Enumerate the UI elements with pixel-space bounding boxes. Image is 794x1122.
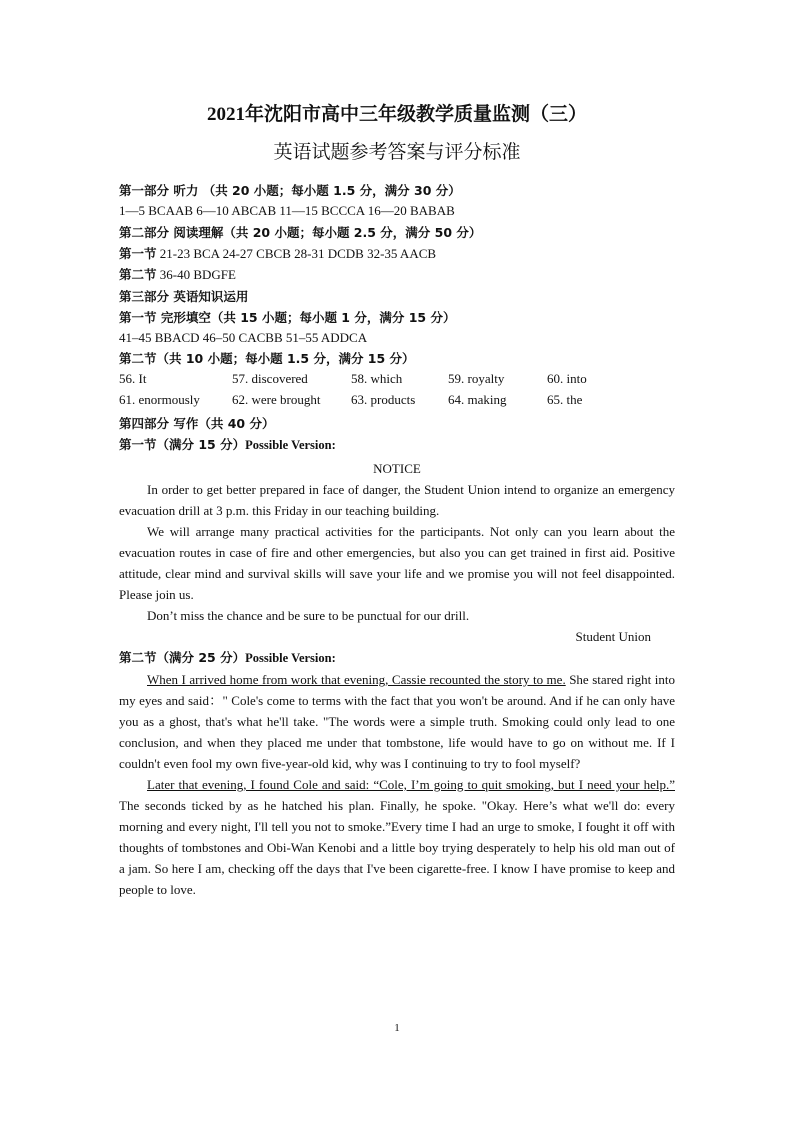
grammar-answer: 64. making: [448, 391, 507, 407]
page-title: 2021年沈阳市高中三年级教学质量监测（三）: [206, 104, 587, 125]
part4-section2-heading-cn: 第二节（满分 25 分）: [119, 650, 246, 665]
story-paragraph: [119, 669, 675, 774]
story-opening-sentence: When I arrived home from work that evening, Cassie recounted the story to me.: [147, 672, 566, 687]
grammar-row: [119, 369, 675, 390]
part4-section1-heading-en: Possible Version:: [245, 438, 336, 452]
grammar-answer: 61. enormously: [119, 391, 200, 407]
part4-section1-heading-cn: 第一节（满分 15 分）: [119, 437, 246, 452]
grammar-answer: 60. into: [547, 371, 587, 386]
grammar-answer: 56. It: [119, 371, 147, 386]
grammar-answer: 59. royalty: [448, 371, 505, 386]
story-text: The seconds ticked by as he hatched his plan. Finally, he spoke. "Okay. Here’s what we'll do: every morning and every night, I'll tell you not to smoke.”Every time I had an urge to smoke, I fought it off with thoughts of tombstones and Obi-Wan Kenobi and a little boy trying desperately to help his old man out of a jam. So here I am, checking off the days that I've been cigarette-free. I know I have promise to keep and people to love.: [119, 798, 675, 897]
part3-section1-answers: 41–45 BBACD 46–50 CACBB 51–55 ADDCA: [119, 329, 368, 345]
part2-section1: [119, 243, 675, 265]
part2-section2-label: 第二节: [119, 267, 157, 282]
grammar-answer: 63. products: [351, 391, 416, 407]
grammar-answer: 65. the: [547, 391, 583, 407]
story-opening-sentence: Later that evening, I found Cole and said: “Cole, I’m going to quit smoking, but I need your help.”: [147, 777, 675, 792]
part3-heading: 第三部分 英语知识运用: [119, 288, 249, 304]
part1-heading: 第一部分 听力 （共 20 小题；每小题 1.5 分，满分 30 分）: [119, 183, 461, 198]
part4-section2-heading-en: Possible Version:: [245, 651, 336, 665]
part3-section1-heading: 第一节 完形填空（共 15 小题；每小题 1 分，满分 15 分）: [119, 309, 456, 325]
part2-section1-answers: 21-23 BCA 24-27 CBCB 28-31 DCDB 32-35 AACB: [156, 245, 437, 261]
page-subtitle: 英语试题参考答案与评分标准: [273, 142, 521, 163]
notice-paragraph: Don’t miss the chance and be sure to be punctual for our drill.: [147, 608, 470, 623]
grammar-row: [119, 390, 675, 411]
grammar-answer: 62. were brought: [232, 391, 321, 407]
grammar-answer: 58. which: [351, 371, 403, 386]
part4-heading: 第四部分 写作（共 40 分）: [119, 416, 275, 431]
part4-section1-heading: [119, 434, 675, 456]
grammar-answer: 57. discovered: [232, 371, 308, 386]
answer-sheet: [119, 100, 675, 900]
part2-section1-label: 第一节: [119, 245, 157, 261]
part2-section2-answers: 36-40 BDGFE: [156, 267, 236, 282]
notice-paragraph: In order to get better prepared in face of danger, the Student Union intend to organize an emergency evacuation drill at 3 p.m. this Friday in our teaching building.: [119, 482, 675, 518]
page-number: 1: [394, 1022, 400, 1034]
notice-paragraph: We will arrange many practical activities for the participants. Not only can you learn about the evacuation routes in case of fire and other emergencies, but also you can get trained in first aid. Positive attitude, clear mind and survival skills will save your life and we promise you will not feel disappointed. Please join us.: [119, 524, 675, 602]
part4-section2-heading: [119, 647, 675, 669]
part3-section2-heading: 第二节（共 10 小题；每小题 1.5 分，满分 15 分）: [119, 351, 415, 366]
story-paragraph: [119, 774, 675, 900]
story-text: She stared right into my eyes and said：" Cole's come to terms with the fact that you won't be around. And if he can only have you as a ghost, that's what he'll take. "The words were a simple truth. Smoking could only lead to one conclusion, and when they placed me under that tombstone, life would have to go on without me. If I couldn't even fool my own five-year-old kid, why was I continuing to try to fool myself?: [119, 672, 675, 771]
part2-heading: 第二部分 阅读理解（共 20 小题；每小题 2.5 分，满分 50 分）: [119, 224, 482, 240]
part1-answers: 1—5 BCAAB 6—10 ABCAB 11—15 BCCCA 16—20 BABAB: [119, 203, 455, 218]
notice-title: NOTICE: [373, 461, 421, 476]
part2-section2: [119, 264, 675, 286]
notice-signature: Student Union: [575, 629, 651, 644]
